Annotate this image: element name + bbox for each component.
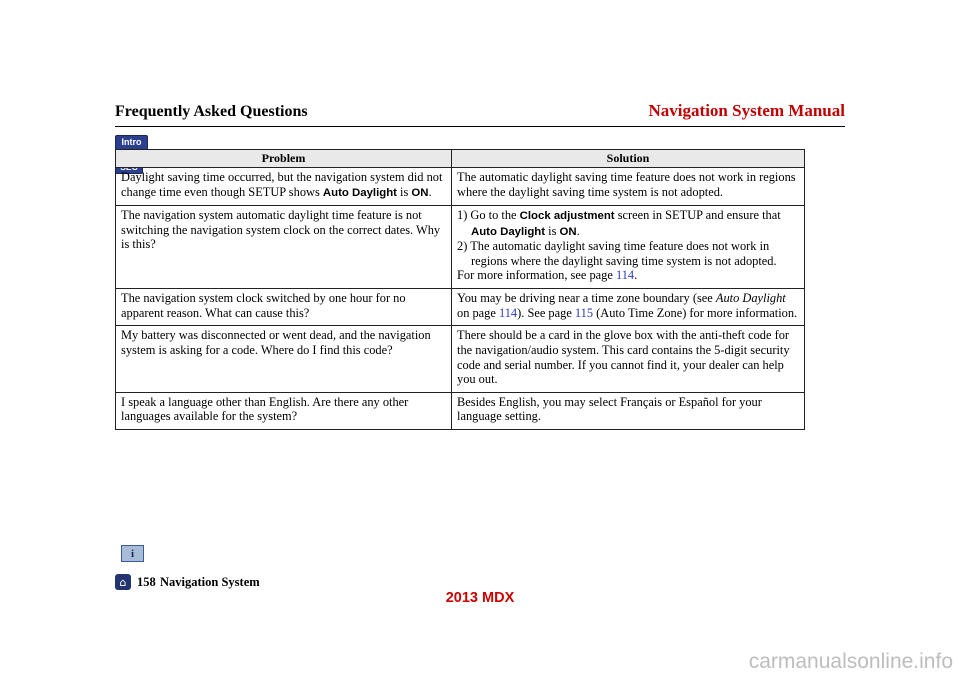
text-segment: . bbox=[634, 268, 638, 283]
solution-cell bbox=[452, 206, 805, 289]
table-row bbox=[116, 168, 805, 206]
manual-title: Navigation System Manual bbox=[648, 101, 845, 120]
text-segment: ). See page bbox=[517, 305, 575, 320]
text-segment: screen in SETUP and ensure that bbox=[614, 208, 781, 223]
text-segment: There should be a card in the glove box with the anti-theft code for the navigation/audio system. This card contains the 5-digit security code and serial number. If you cannot find it, your dealer can help you out. bbox=[457, 328, 790, 387]
text-segment: For more information, see page bbox=[457, 268, 616, 283]
text-segment: (Auto Time Zone) for more information. bbox=[593, 305, 798, 320]
text-segment: on page bbox=[457, 305, 499, 320]
table-header-row bbox=[116, 150, 805, 168]
problem-cell bbox=[116, 392, 452, 429]
ui-label-clock-adjustment: Clock adjustment bbox=[519, 210, 615, 223]
problem-cell bbox=[116, 206, 452, 289]
watermark: carmanualsonline.info bbox=[748, 650, 953, 673]
solution-step-1 bbox=[457, 208, 799, 239]
ui-label-auto-daylight: Auto Daylight bbox=[322, 186, 397, 199]
footer-section-title: Navigation System bbox=[160, 575, 260, 589]
home-icon[interactable]: ⌂ bbox=[115, 574, 131, 590]
text-segment: The navigation system clock switched by one hour for no apparent reason. What can cause this? bbox=[121, 291, 406, 320]
text-segment: You may be driving near a time zone boundary (see bbox=[457, 291, 716, 306]
page-link-114[interactable]: 114 bbox=[615, 268, 635, 283]
text-segment: 1) Go to the bbox=[457, 208, 520, 223]
table-row bbox=[116, 206, 805, 289]
ref-title-auto-daylight: Auto Daylight bbox=[715, 291, 786, 306]
text-segment: . bbox=[576, 223, 580, 238]
ui-label-on: ON bbox=[411, 186, 429, 199]
text-segment: I speak a language other than English. Are there any other languages available for the system? bbox=[121, 394, 409, 424]
text-segment: is bbox=[545, 223, 560, 238]
solution-column-header: Solution bbox=[452, 150, 805, 168]
table-row bbox=[116, 392, 805, 429]
info-icon[interactable]: i bbox=[121, 545, 144, 562]
model-label: 2013 MDX bbox=[445, 590, 515, 606]
solution-step-2 bbox=[457, 239, 799, 268]
page-title: Frequently Asked Questions bbox=[115, 103, 308, 120]
page-link-114[interactable]: 114 bbox=[498, 305, 518, 320]
solution-cell bbox=[452, 289, 805, 326]
text-segment: My battery was disconnected or went dead, and the navigation system is asking for a code. Where do I find this code? bbox=[121, 328, 431, 357]
text-segment: Besides English, you may select Français or Español for your language setting. bbox=[457, 394, 762, 424]
text-segment: The navigation system automatic daylight time feature is not switching the navigation system clock on the correct dates. Why is this? bbox=[121, 208, 441, 252]
header-rule bbox=[115, 126, 845, 127]
solution-cell bbox=[452, 326, 805, 393]
solution-cell bbox=[452, 392, 805, 429]
problem-cell bbox=[116, 289, 452, 326]
table-row bbox=[116, 326, 805, 393]
text-segment: The automatic daylight saving time feature does not work in regions where the daylight saving time system is not adopted. bbox=[457, 170, 796, 199]
table-row bbox=[116, 289, 805, 326]
solution-note bbox=[457, 268, 799, 283]
solution-cell bbox=[452, 168, 805, 206]
faq-table bbox=[115, 149, 805, 430]
ui-label-auto-daylight: Auto Daylight bbox=[471, 225, 546, 238]
text-segment: Daylight saving time occurred, but the navigation system did not change time even though SETUP shows bbox=[121, 170, 443, 199]
intro-tab-button[interactable]: Intro bbox=[115, 135, 148, 150]
ui-label-on: ON bbox=[559, 225, 577, 238]
problem-cell bbox=[116, 168, 452, 206]
text-segment: is bbox=[396, 184, 412, 199]
text-segment: . bbox=[428, 184, 432, 199]
problem-column-header: Problem bbox=[116, 150, 452, 168]
page-number: 158 bbox=[137, 575, 156, 589]
page-link-115[interactable]: 115 bbox=[574, 305, 594, 320]
problem-cell bbox=[116, 326, 452, 393]
text-segment: 2) The automatic daylight saving time feature does not work in regions where the daylight saving time system is not adopted. bbox=[457, 239, 777, 268]
